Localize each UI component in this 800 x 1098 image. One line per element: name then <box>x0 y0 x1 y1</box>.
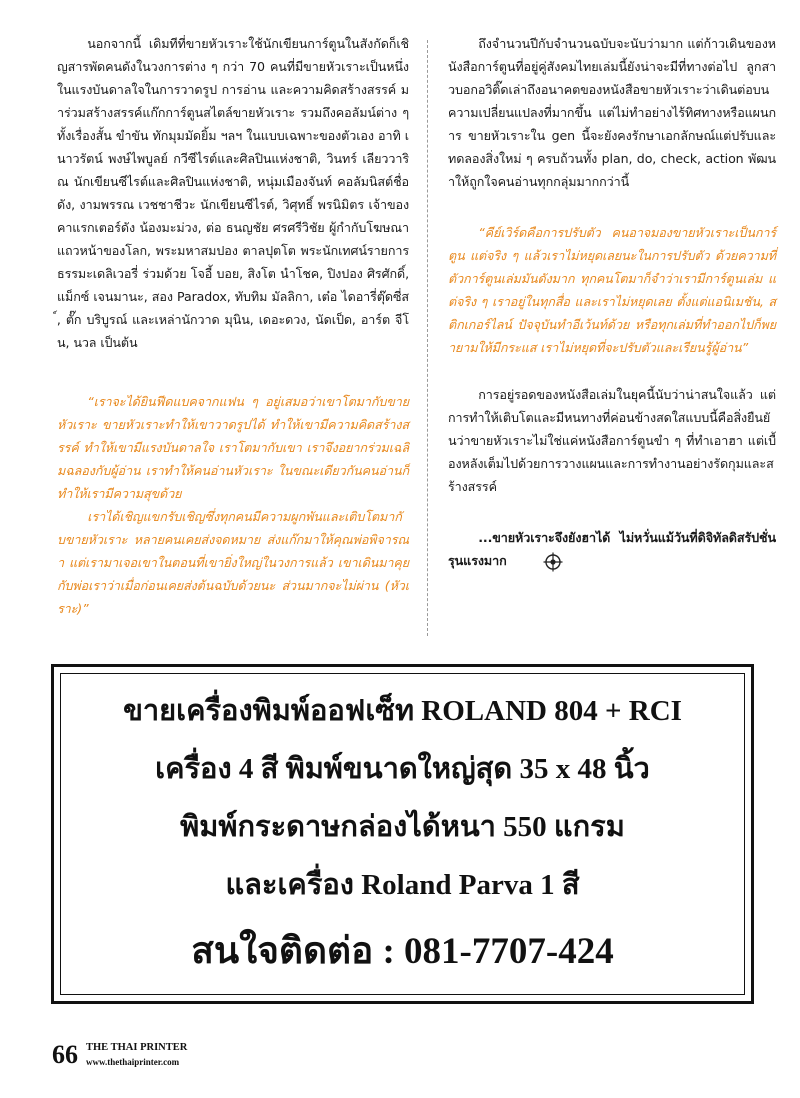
pull-quote: “คีย์เวิร์ดคือการปรับตัว คนอาจมองขายหัวเราะเป็นการ์ตูน แต่จริง ๆ แล้วเราไม่หยุดเลยนะในการปรับตัว ด้วยความที่ตัวการ์ตูนเล่มมันดังมาก ทุกคนโตมาก็จำว่าเรามีการ์ตูนเล่ม แต่จริง ๆ เราอยู่ในทุกสื่อ และเราไม่หยุดเลย ตั้งแต่แอนิเมชัน, สติกเกอร์ไลน์ ปัจจุบันทำอีเว้นท์ด้วย หรือทุกเล่มที่ทำออกไปก็พยายามให้มีกระแส เราไม่หยุดที่จะปรับตัวและเรียนรู้ผู้อ่าน” <box>448 225 776 355</box>
article-right-column <box>448 32 776 572</box>
crosshair-end-icon <box>513 552 533 572</box>
pull-quote: เราได้เชิญแขกรับเชิญซึ่งทุกคนมีความผูกพันและเติบโตมากับขายหัวเราะ หลายคนเคยส่งจดหมาย ส่งแก๊กมาให้คุณพ่อพิจารณา แต่เรามาเจอเขาในตอนที่เขายิ่งใหญ่ในวงการแล้ว เขาเดินมาคุยกับพ่อเราว่าเมื่อก่อนเคยส่งต้นฉบับด้วยนะ ส่วนมากจะไม่ผ่าน (หัวเราะ)” <box>57 509 409 616</box>
closing-line <box>448 526 776 572</box>
pull-quote: “เราจะได้ยินฟีดแบคจากแฟน ๆ อยู่เสมอว่าเขาโตมากับขายหัวเราะ ขายหัวเราะทำให้เขาวาดรูปได้ ทำให้เขามีความคิดสร้างสรรค์ ทำให้เขามีแรงบันดาลใจ เราโตมากับเขา เราจึงอยากร่วมเฉลิมฉลองกับผู้อ่าน เราทำให้คนอ่านหัวเราะ ในขณะเดียวกันคนอ่านก็ทำให้เรามีความสุขด้วย <box>57 394 409 501</box>
article-paragraph: นอกจากนี้ เดิมทีที่ขายหัวเราะใช้นักเขียนการ์ตูนในสังกัดก็เชิญสารพัดคนดังในวงการต่าง ๆ กว่า 70 คนที่มีขายหัวเราะเป็นหนึ่งในแรงบันดาลใจในการวาดรูป การอ่าน และความคิดสร้างสรรค์ มาร่วมสร้างสรรค์แก๊กการ์ตูนสไตล์ขายหัวเราะ รวมถึงคอลัมน์ต่าง ๆ ทั้งเรื่องสั้น ขำขัน ทักมุมมัดยิ้ม ฯลฯ ในแบบเฉพาะของตัวเอง อาทิ เนาวรัตน์ พงษ์ไพบูลย์ กวีซีไรต์และศิลปินแห่งชาติ, วินทร์ เลียววาริณ นักเขียนซีไรต์และศิลปินแห่งชาติ, หนุ่มเมืองจันท์ คอลัมนิสต์ชื่อดัง, งามพรรณ เวชชาชีวะ นักเขียนซีไรต์, วิศุทธิ์ พรนิมิตร เจ้าของคาแรกเตอร์ดัง น้องมะม่วง, ต่อ ธนญชัย ศรศรีวิชัย ผู้กำกับโฆษณาแถวหน้าของโลก, พระมหาสมปอง ตาลปุตโต พระนักเทศน์รายการธรรมะเดลิเวอรี่ ร่วมด้วย โจอี้ บอย, สิงโต นำโชค, ปิงปอง ศิรศักดิ์, แม็กซ์ เจนมานะ, สอง Paradox, ทับทิม มัลลิกา, เต๋อ ไดอารี่ตุ๊ดซี่ส์, ตั๊ก บริบูรณ์ และเหล่านักวาด มุนิน, เดอะดวง, นัดเป็ด, อาร์ต จีโน, นวล เป็นต้น <box>57 36 409 350</box>
ad-spec: พิมพ์กระดาษกล่องได้หนา 550 แกรม <box>180 811 625 843</box>
ad-spec: เครื่อง 4 สี พิมพ์ขนาดใหญ่สุด 35 x 48 นิ้ว <box>155 753 650 785</box>
ad-headline: ขายเครื่องพิมพ์ออฟเซ็ท ROLAND 804 + RCI <box>123 695 682 727</box>
article-paragraph: ถึงจำนวนปีกับจำนวนฉบับจะนับว่ามาก แต่ก้าวเดินของหนังสือการ์ตูนที่อยู่คู่สังคมไทยเล่มนี้ยังน่าจะมีที่ทางต่อไป ลูกสาวบอกอวิติ๊ดเล่าถึงอนาคตของหนังสือขายหัวเราะว่าเดินต่อบนความเปลี่ยนแปลงที่มากขึ้น แต่ไม่ทำอย่างไร้ทิศทางหรือแผนการ ขายหัวเราะใน gen นี้จะยังคงรักษาเอกลักษณ์แต่ปรับและทดลองสิ่งใหม่ ๆ ครบถ้วนทั้ง plan, do, check, action พัฒนาให้ถูกใจคนอ่านทุกกลุ่มมากกว่านี้ <box>448 36 776 189</box>
page-number: 66 <box>52 1040 78 1069</box>
article-paragraph: การอยู่รอดของหนังสือเล่มในยุคนี้นับว่าน่าสนใจแล้ว แต่การทำให้เติบโตและมีหนทางที่ค่อนข้างสดใสแบบนี้คือสิ่งยืนยันว่าขายหัวเราะไม่ใช่แค่หนังสือการ์ตูนขำ ๆ ที่ทำเอาฮา แต่เบื้องหลังเต็มไปด้วยการวางแผนและการทำงานอย่างรัดกุมและสร้างสรรค์ <box>448 387 776 494</box>
classified-ad <box>51 664 754 1004</box>
article-left-column <box>57 32 409 620</box>
closing-text: ...ขายหัวเราะจึงยังฮาได้ ไม่หวั่นแม้วันที่ดิจิทัลดิสรัปชั่นรุนแรงมาก <box>448 530 776 568</box>
magazine-name: THE THAI PRINTER <box>86 1042 188 1053</box>
classified-ad-inner <box>60 673 745 995</box>
magazine-website: www.thethaiprinter.com <box>86 1057 180 1067</box>
ad-spec: และเครื่อง Roland Parva 1 สี <box>225 869 580 901</box>
ad-contact: สนใจติดต่อ : 081-7707-424 <box>191 931 614 972</box>
column-divider <box>427 40 428 636</box>
